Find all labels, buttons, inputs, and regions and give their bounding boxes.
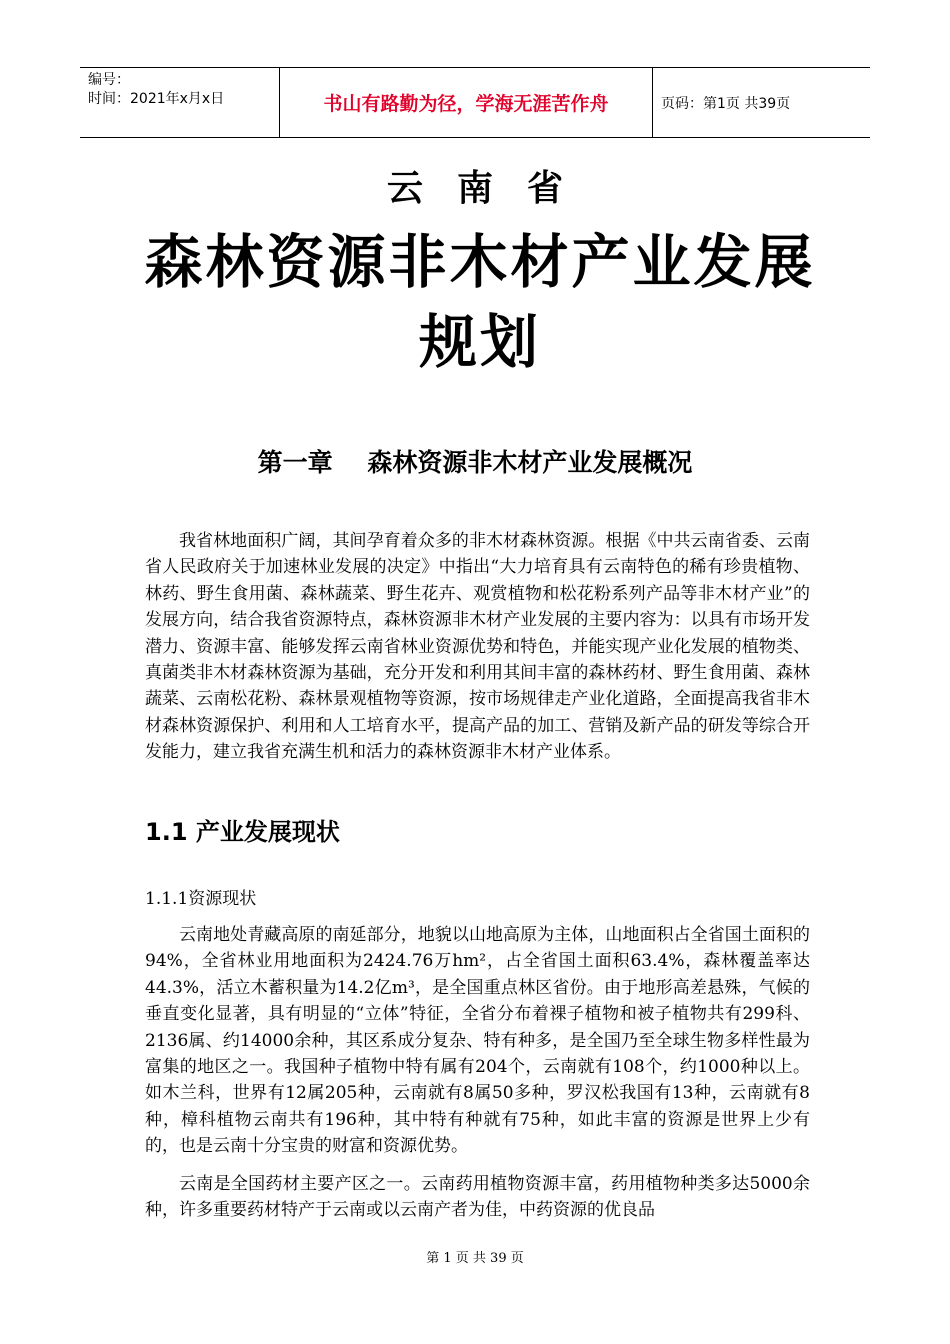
paragraph-medicine: 云南是全国药材主要产区之一。云南药用植物资源丰富，药用植物种类多达5000余种，许多重要药材特产于云南或以云南产者为佳，中药资源的优良品 [145, 1174, 810, 1221]
header-motto: 书山有路勤为径，学海无涯苦作舟 [280, 68, 653, 137]
paragraph-resources: 云南地处青藏高原的南延部分，地貌以山地高原为主体，山地面积占全省国土面积的94%，全省林业用地面积为2424.76万hm²，占全省国土面积63.4%，森林覆盖率达44.3%，活立木蓄积量为14.2亿m³，是全国重点林区省份。由于地形高差悬殊，气候的垂直变化显著，具有明显的“立体”特征，全省分布着裸子植物和被子植物共有299科、2136属、约14000余种，其区系成分复杂、特有种多，是全国乃至全球生物多样性最为富集的地区之一。我国种子植物中特有属有204个，云南就有108个，约1000种以上。如木兰科，世界有12属205种，云南就有8属50多种，罗汉松我国有13种，云南就有8种，樟科植物云南共有196种，其中特有种就有75种，如此丰富的资源是世界上少有的，也是云南十分宝贵的财富和资源优势。 [145, 925, 810, 1157]
subsection-heading: 1.1.1资源现状 [145, 889, 257, 909]
number-label: 编号： [88, 72, 130, 88]
section-heading: 1.1 产业发展现状 [145, 818, 340, 846]
title-province: 云南省 [386, 167, 597, 209]
time-label: 时间：2021年x月x日 [88, 91, 225, 107]
paragraph-intro: 我省林地面积广阔，其间孕育着众多的非木材森林资源。根据《中共云南省委、云南省人民政府关于加速林业发展的决定》中指出“大力培育具有云南特色的稀有珍贵植物、林药、野生食用菌、森林蔬菜、野生花卉、观赏植物和松花粉系列产品等非木材产业”的发展方向，结合我省资源特点，森林资源非木材产业发展的主要内容为：以具有市场开发潜力、资源丰富、能够发挥云南省林业资源优势和特色，并能实现产业化发展的植物类、真菌类非木材森林资源为基础，充分开发和利用其间丰富的森林药材、野生食用菌、森林蔬菜、云南松花粉、森林景观植物等资源，按市场规律走产业化道路，全面提高我省非木材森林资源保护、利用和人工培育水平，提高产品的加工、营销及新产品的研发等综合开发能力，建立我省充满生机和活力的森林资源非木材产业体系。 [145, 531, 810, 763]
header-page-info: 页码：第1页 共39页 [661, 95, 791, 112]
header-meta [80, 68, 280, 137]
page-footer: 第 1 页 共 39 页 [426, 1251, 524, 1266]
title-main: 森林资源非木材产业发展规划 [144, 228, 816, 376]
chapter-heading: 第一章 森林资源非木材产业发展概况 [257, 448, 693, 477]
document-header [80, 67, 870, 138]
